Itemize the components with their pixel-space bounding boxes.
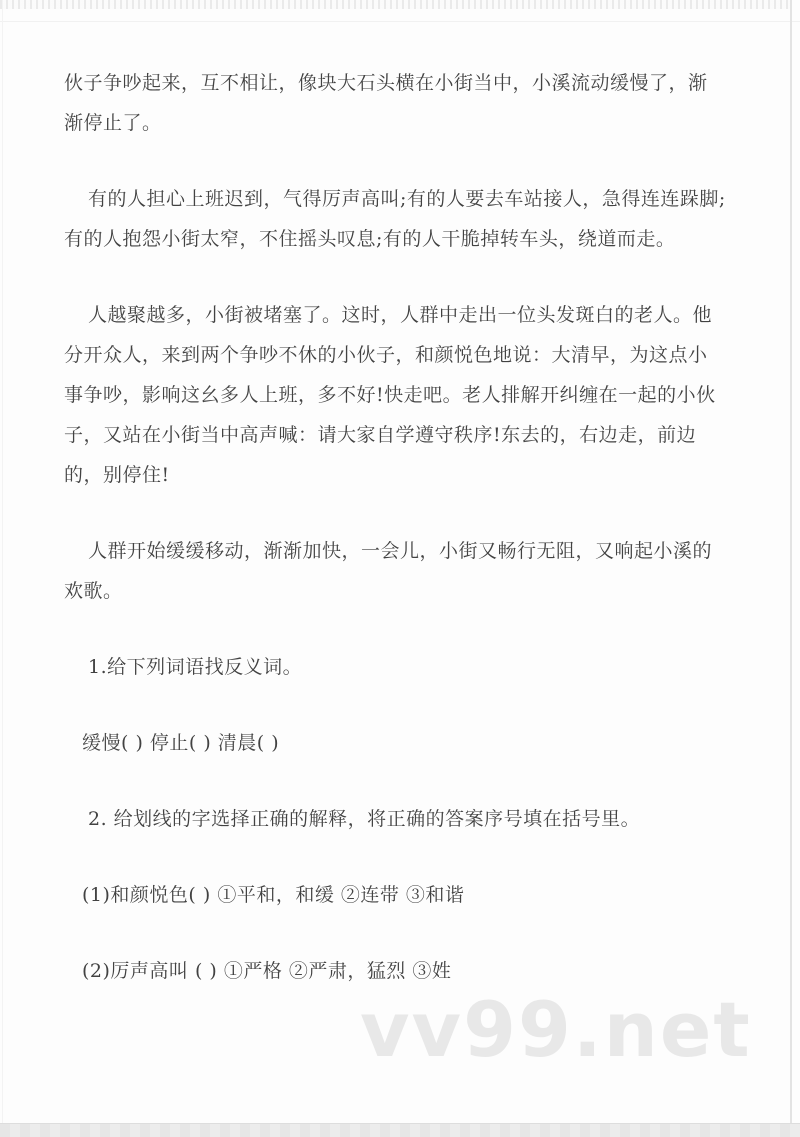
- paragraph: 2. 给划线的字选择正确的解释，将正确的答案序号填在括号里。: [88, 808, 641, 830]
- paragraph: 人群开始缓缓移动，渐渐加快，一会儿，小街又畅行无阻，又响起小溪的 欢歌。: [64, 540, 713, 602]
- paragraph: (2)厉声高叫 ( ) ①严格 ②严肃，猛烈 ③姓: [82, 960, 452, 982]
- left-page-edge: [2, 0, 3, 1124]
- paragraph: 伙子争吵起来，互不相让，像块大石头横在小街当中，小溪流动缓慢了，渐 渐停止了。: [64, 72, 708, 134]
- bottom-perforation-edge: [0, 1123, 800, 1137]
- right-page-border: [790, 0, 792, 1124]
- paragraph: (1)和颜悦色( ) ①平和，和缓 ②连带 ③和谐: [82, 884, 465, 906]
- top-divider-line: [0, 21, 800, 22]
- paragraph: 1.给下列词语找反义词。: [88, 656, 303, 678]
- paragraph: 人越聚越多，小街被堵塞了。这时，人群中走出一位头发斑白的老人。他 分开众人，来到两个争吵不休的小伙子，和颜悦色地说：大清早，为这点小 事争吵，影响这幺多人上班，多不好!快走吧。老人排解开纠缠在一起的小伙 子，又站在小街当中高声喊：请大家自学遵守秩序!东去的，右边走，前边 的，别停住!: [64, 304, 716, 486]
- document-text: [64, 63, 724, 1027]
- top-perforation-edge: [0, 0, 790, 9]
- paragraph: 有的人担心上班迟到，气得厉声高叫;有的人要去车站接人，急得连连跺脚; 有的人抱怨小街太窄，不住摇头叹息;有的人干脆掉转车头，绕道而走。: [64, 188, 726, 250]
- watermark: vv99.net: [360, 985, 752, 1074]
- paragraph: 缓慢( ) 停止( ) 清晨( ): [82, 732, 280, 754]
